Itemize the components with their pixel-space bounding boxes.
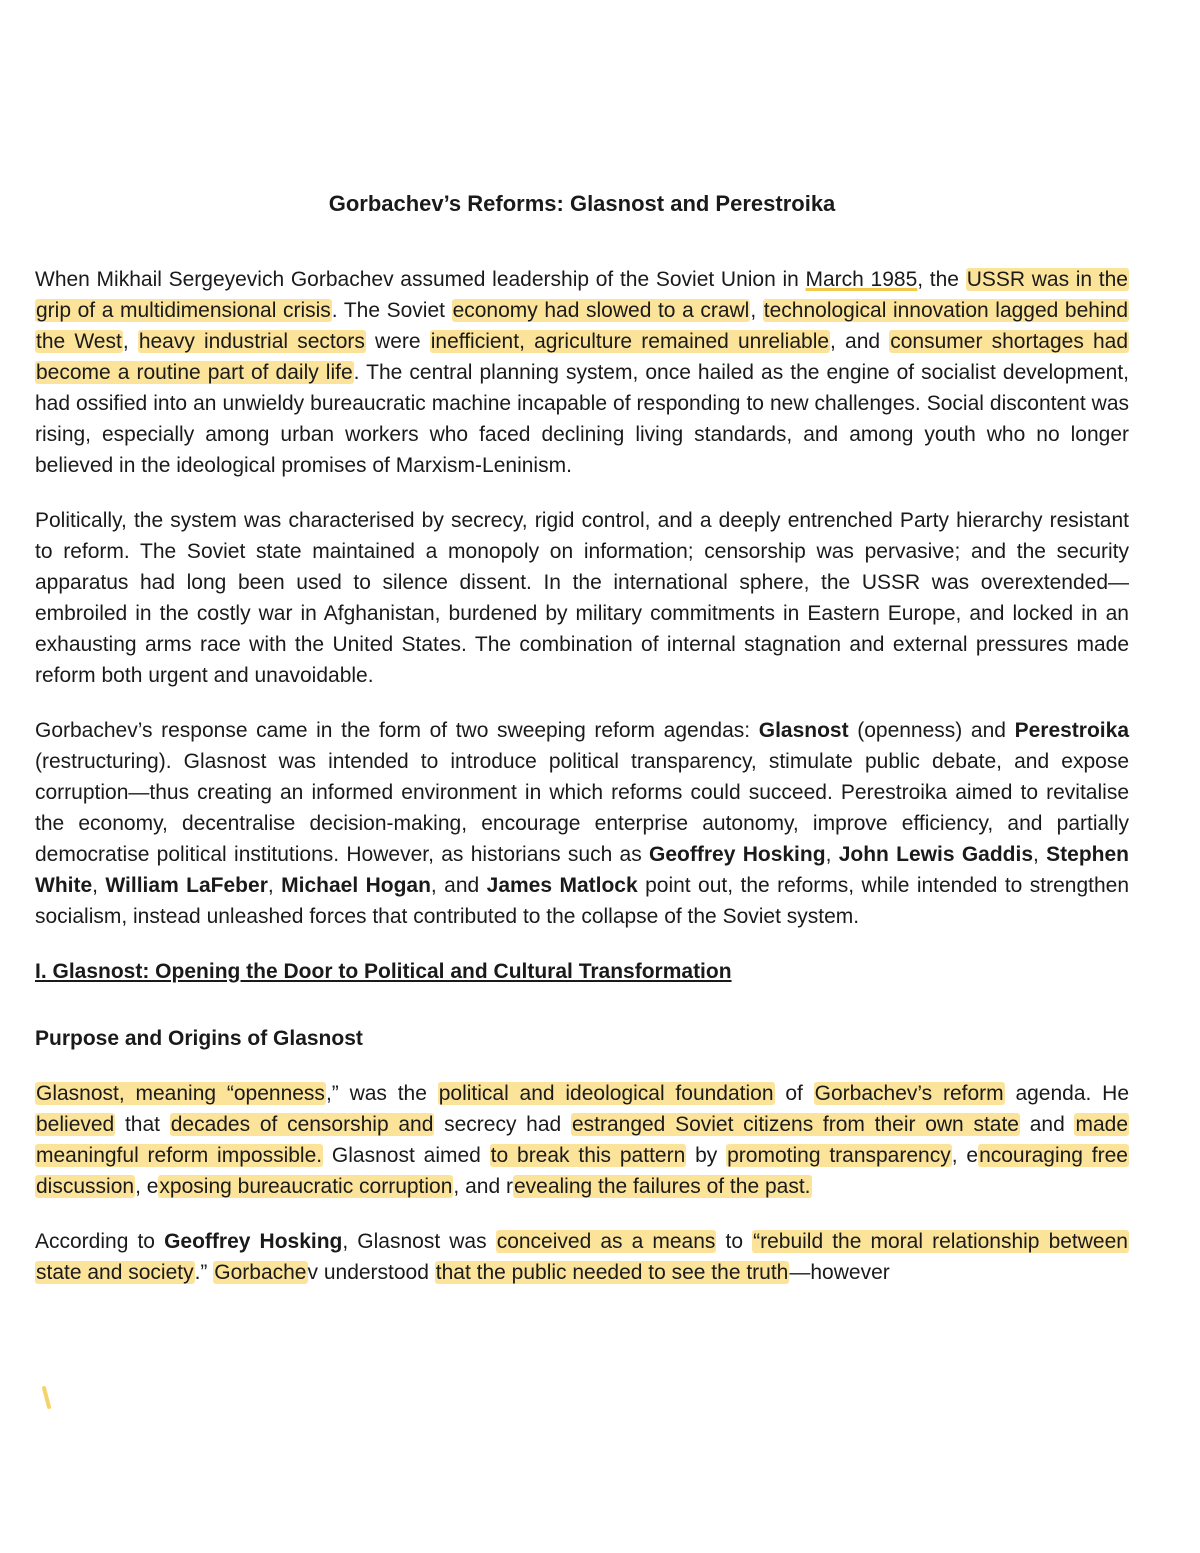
- paragraph-hosking: [35, 1226, 1129, 1288]
- text-run: point out, the reforms, while intended to strengthen socialism, instead unleashed forces that contributed to the collapse of the Soviet system.: [35, 874, 1129, 928]
- text-run: ,: [825, 843, 839, 866]
- text-run: ,: [92, 874, 106, 897]
- highlighted-text: made meaningful reform impossible.: [36, 1113, 1128, 1167]
- historian-name: James Matlock: [486, 874, 638, 897]
- text-run: ,: [267, 874, 282, 897]
- text-run: .”: [194, 1261, 214, 1284]
- text-run: were: [365, 330, 430, 353]
- historian-name: Stephen White: [35, 843, 1129, 897]
- paragraph-glasnost-purpose: [35, 1078, 1129, 1202]
- historian-name: Geoffrey Hosking: [649, 843, 826, 866]
- text-run: Glasnost aimed: [323, 1144, 490, 1167]
- highlighted-text: economy had slowed to a crawl: [452, 299, 750, 322]
- text-run: (restructuring). Glasnost was intended to introduce political transparency, stimulate public debate, and expose corruption—thus creating an informed environment in which reforms could succeed. Perestroika aimed to revitalise the economy, decentralise decision-making, encourage enterprise autonomy, improve efficiency, and partially democratise political institutions. However, as historians such as: [35, 750, 1129, 866]
- sub-heading: Purpose and Origins of Glasnost: [35, 1027, 363, 1050]
- bold-term: Perestroika: [1014, 719, 1129, 742]
- text-run: , e: [135, 1175, 159, 1198]
- highlighted-text: conceived as a means: [496, 1230, 716, 1253]
- paragraph-response: [35, 715, 1129, 932]
- text-run: ,: [122, 330, 138, 353]
- text-run: by: [686, 1144, 727, 1167]
- text-run: , and: [830, 330, 890, 353]
- text-run: . The Soviet: [331, 299, 452, 322]
- text-run: that: [115, 1113, 170, 1136]
- highlighted-text: ncouraging free discussion: [36, 1144, 1128, 1198]
- text-run: , and r: [453, 1175, 513, 1198]
- text-run: secrecy had: [434, 1113, 571, 1136]
- highlighted-text: evealing the failures of the past.: [513, 1175, 811, 1198]
- historian-name: John Lewis Gaddis: [838, 843, 1034, 866]
- paragraph-intro: [35, 264, 1129, 481]
- highlighted-text: technological innovation lagged behind the West: [36, 299, 1128, 353]
- historian-name: Geoffrey Hosking: [164, 1230, 343, 1253]
- bold-term: Glasnost: [758, 719, 849, 742]
- highlighted-text: “rebuild the moral relationship between state and society: [36, 1230, 1128, 1284]
- text-run: According to: [35, 1230, 165, 1253]
- section-heading: I. Glasnost: Opening the Door to Political and Cultural Transformation: [35, 960, 732, 983]
- text-run: , the: [917, 268, 966, 291]
- highlighted-text: Glasnost, meaning “openness: [36, 1082, 325, 1105]
- highlighted-text: heavy industrial sectors: [138, 330, 365, 353]
- text-run: ,: [1033, 843, 1047, 866]
- text-run: , and: [430, 874, 487, 897]
- text-run: , e: [951, 1144, 979, 1167]
- text-run: (openness) and: [848, 719, 1015, 742]
- text-run: to: [716, 1230, 753, 1253]
- text-run: v understood: [307, 1261, 435, 1284]
- text-run: ,” was the: [325, 1082, 438, 1105]
- historian-name: William LaFeber: [105, 874, 268, 897]
- highlighted-text: inefficient, agriculture remained unreliable: [430, 330, 830, 353]
- highlighted-text: estranged Soviet citizens from their own state: [571, 1113, 1019, 1136]
- underlined-text: March 1985: [805, 268, 918, 291]
- text-run: ,: [750, 299, 763, 322]
- highlighted-text: Gorbachev’s reform: [814, 1082, 1004, 1105]
- text-run: —however: [789, 1261, 890, 1284]
- highlighted-text: believed: [36, 1113, 115, 1136]
- highlighter-stray-mark: [40, 1386, 54, 1410]
- highlighted-text: political and ideological foundation: [438, 1082, 774, 1105]
- text-run: . The central planning system, once hailed as the engine of socialist development, had ossified into an unwieldy bureaucratic machine incapable of responding to new challenges. Social discontent was rising, especially among urban workers who faced declining living standards, and among youth who no longer believed in the ideological promises of Marxism-Leninism.: [35, 361, 1129, 477]
- highlighted-text: Gorbache: [214, 1261, 307, 1284]
- highlighted-text: USSR was in the grip of a multidimensional crisis: [36, 268, 1128, 322]
- text-run: Gorbachev’s response came in the form of two sweeping reform agendas:: [35, 719, 759, 742]
- paragraph-political-context: Politically, the system was characterised by secrecy, rigid control, and a deeply entrenched Party hierarchy resistant to reform. The Soviet state maintained a monopoly on information; censorship was pervasive; and the security apparatus had long been used to silence dissent. In the international sphere, the USSR was overextended—embroiled in the costly war in Afghanistan, burdened by military commitments in Eastern Europe, and locked in an exhausting arms race with the United States. The combination of internal stagnation and external pressures made reform both urgent and unavoidable.: [35, 509, 1129, 687]
- text-run: and: [1019, 1113, 1075, 1136]
- highlighted-text: consumer shortages had become a routine part of daily life: [36, 330, 1129, 384]
- text-run: , Glasnost was: [342, 1230, 496, 1253]
- highlighted-text: to break this pattern: [490, 1144, 686, 1167]
- text-run: agenda. He: [1004, 1082, 1129, 1105]
- historian-name: Michael Hogan: [281, 874, 431, 897]
- document-title: Gorbachev’s Reforms: Glasnost and Perestroika: [328, 191, 836, 216]
- text-run: When Mikhail Sergeyevich Gorbachev assumed leadership of the Soviet Union in: [35, 268, 806, 291]
- highlighted-text: decades of censorship and: [170, 1113, 434, 1136]
- text-run: of: [774, 1082, 814, 1105]
- document-body: [35, 188, 1129, 1312]
- highlighted-text: that the public needed to see the truth: [435, 1261, 789, 1284]
- highlighted-text: promoting transparency: [727, 1144, 951, 1167]
- highlighted-text: xposing bureaucratic corruption: [159, 1175, 453, 1198]
